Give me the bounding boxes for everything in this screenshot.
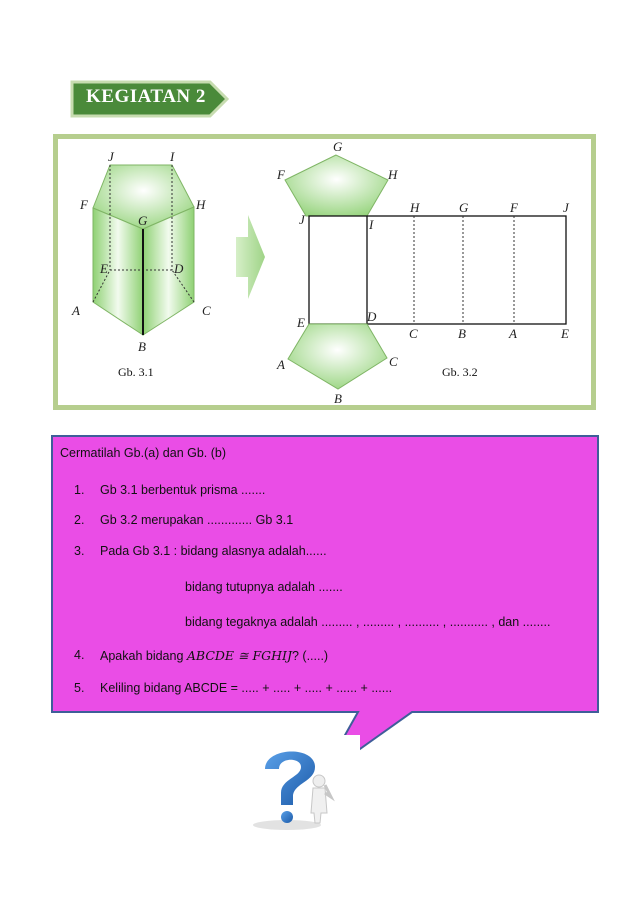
net-label-bot-a: A [509, 326, 517, 341]
question-4-prefix: Apakah bidang [100, 649, 187, 663]
question-list [56, 440, 596, 710]
prism-label-j: J [108, 149, 114, 164]
question-4-number: 4. [74, 648, 85, 662]
prism-label-g: G [138, 213, 148, 228]
question-2-text: Gb 3.2 merupakan ............. Gb 3.1 [100, 513, 294, 527]
question-3-sides: bidang tegaknya adalah ......... , ......... , .......... , ........... , dan ........ [185, 615, 551, 629]
net-label-e: E [297, 315, 305, 330]
net-label-top-f: F [510, 200, 518, 215]
net-label-top-h: H [410, 200, 420, 215]
question-1-text: Gb 3.1 berbentuk prisma ....... [100, 483, 266, 497]
thinking-person-image [227, 735, 360, 835]
net-label-top-j: J [563, 200, 569, 215]
question-3-text: Pada Gb 3.1 : bidang alasnya adalah...... [100, 544, 327, 558]
question-4-congruence: ABCDE ≅ FGHIJ [186, 648, 292, 663]
net-label-top-g: G [459, 200, 469, 215]
net-label-g: G [333, 139, 343, 154]
question-mark-person-icon [227, 735, 360, 835]
caption-gb-3-2: Gb. 3.2 [442, 365, 478, 379]
net-label-c: C [389, 354, 398, 369]
prism-label-e: E [100, 261, 108, 276]
question-5-number: 5. [74, 681, 85, 695]
net-label-bot-b: B [458, 326, 466, 341]
net-label-f: F [277, 167, 285, 182]
net-label-bot-c: C [409, 326, 418, 341]
banner-title: KEGIATAN 2 [86, 86, 206, 107]
question-1-number: 1. [74, 483, 85, 497]
question-3-number: 3. [74, 544, 85, 558]
net-label-d: D [367, 309, 377, 324]
prism-label-d: D [174, 261, 184, 276]
net-label-j: J [299, 212, 305, 227]
prism-label-c: C [202, 303, 211, 318]
net-label-b: B [334, 391, 342, 405]
question-4-suffix: ? (.....) [291, 649, 329, 663]
prism-label-a: A [72, 303, 80, 318]
net-label-bot-e: E [561, 326, 569, 341]
net-label-i: I [369, 217, 374, 232]
question-4-text [100, 648, 328, 663]
prism-label-i: I [170, 149, 175, 164]
prism-label-h: H [196, 197, 206, 212]
prism-label-f: F [80, 197, 88, 212]
net-label-h: H [388, 167, 398, 182]
question-intro: Cermatilah Gb.(a) dan Gb. (b) [60, 446, 227, 460]
question-5-text: Keliling bidang ABCDE = ..... + ..... + ..... + ...... + ...... [100, 681, 393, 695]
net-label-a: A [277, 357, 285, 372]
question-3-cover: bidang tutupnya adalah ....... [185, 580, 343, 594]
prism-label-b: B [138, 339, 146, 354]
question-2-number: 2. [74, 513, 85, 527]
caption-gb-3-1: Gb. 3.1 [118, 365, 154, 379]
